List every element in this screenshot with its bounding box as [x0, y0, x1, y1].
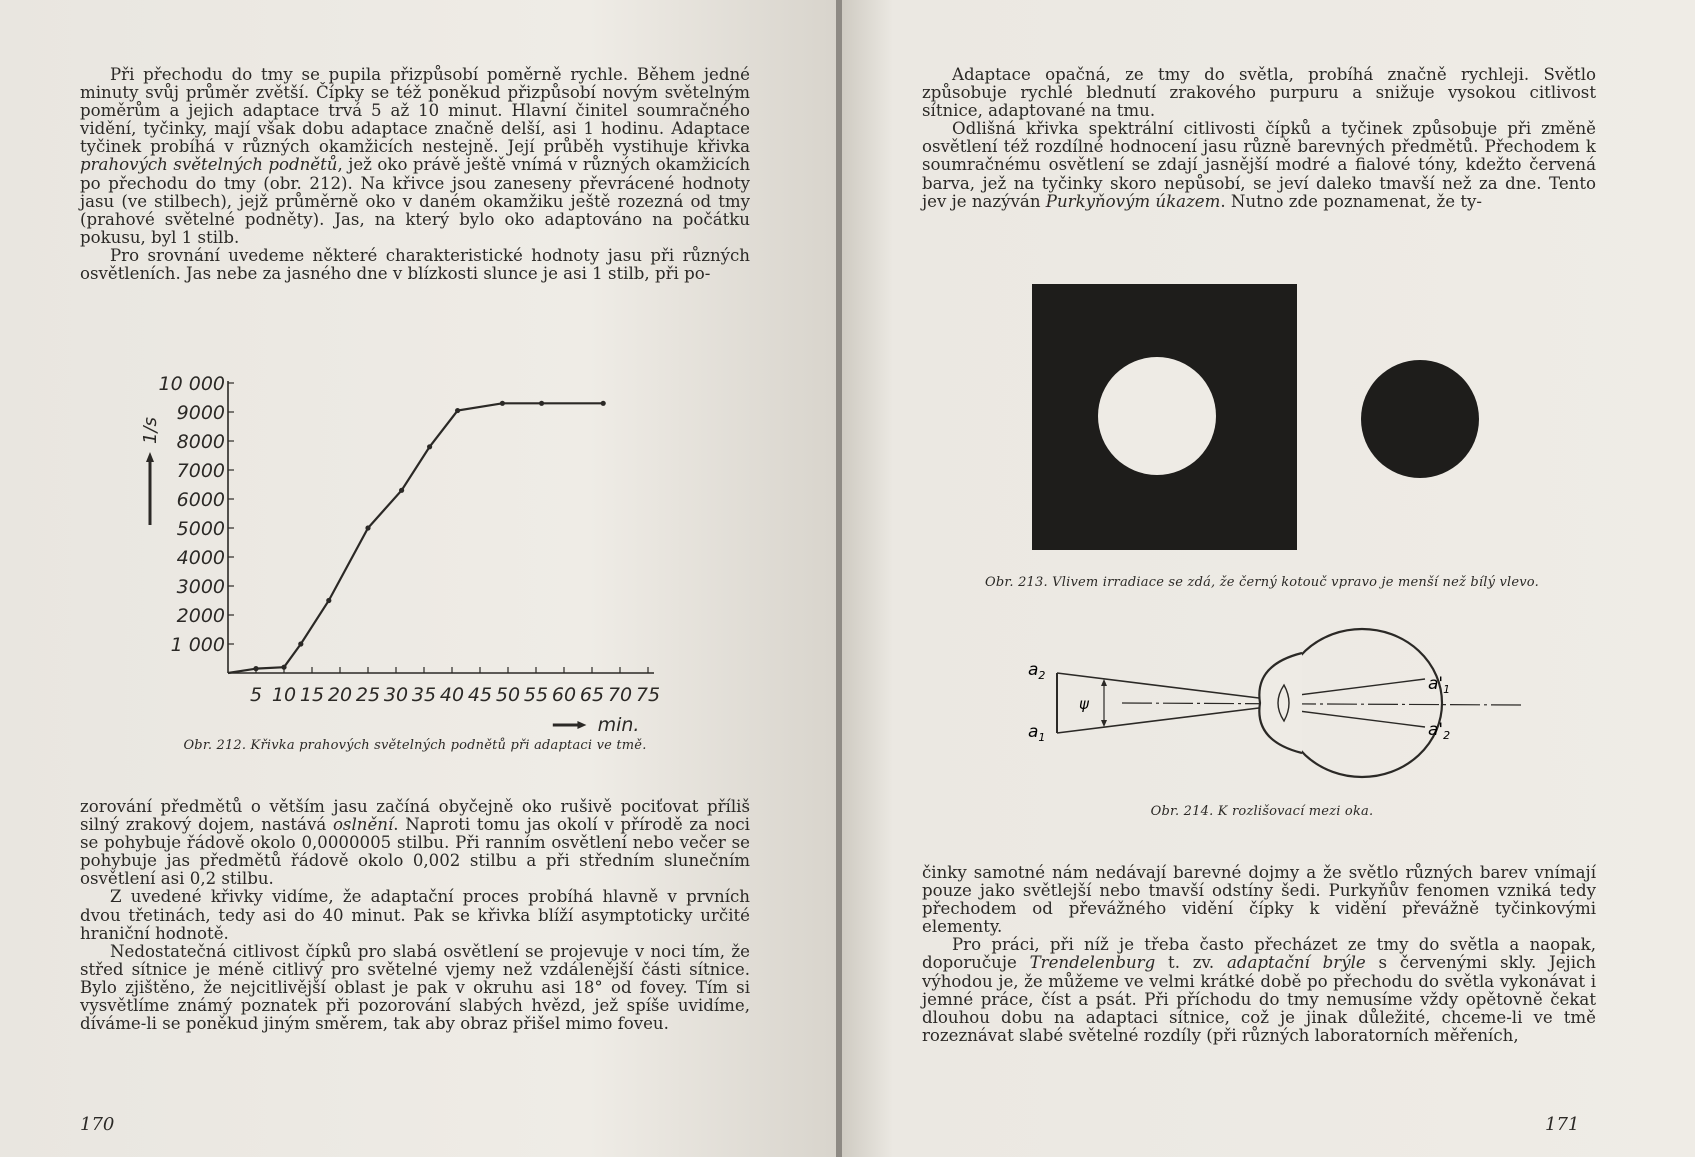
eyeball	[1282, 629, 1442, 777]
x-arrow-head	[577, 721, 586, 729]
label-a1-prime: $a'_1$	[1428, 674, 1451, 696]
right-top-text	[922, 66, 1596, 211]
data-point	[500, 401, 505, 406]
x-tick-label: 30	[383, 684, 409, 706]
y-arrow-head	[146, 452, 154, 462]
x-tick-label: 50	[495, 684, 521, 706]
x-tick-label: 15	[299, 684, 325, 706]
term-purkinje-effect: Purkyňovým úkazem	[1045, 191, 1221, 211]
data-point	[326, 598, 331, 603]
x-tick-label: 20	[327, 684, 353, 706]
x-tick-label: 40	[439, 684, 465, 706]
x-tick-label: 55	[523, 684, 549, 706]
paragraph-rods: činky samotné nám nedávají barevné dojmy a že světlo různých barev vnímají pouze jako světlejší nebo tmavší odstíny šedi. Purkyňův fenomen vzniká tedy přechodem od převážného vidění čípky k vidění převážně tyčinkovými elementy.	[922, 863, 1596, 937]
data-point	[365, 525, 370, 530]
page-number-left: 170	[80, 1114, 115, 1135]
left-top-text	[80, 66, 750, 283]
label-psi: ψ	[1079, 695, 1089, 713]
y-tick-label: 4000	[176, 547, 225, 569]
y-tick-label: 2000	[176, 605, 225, 627]
left-bottom-text	[80, 798, 750, 1033]
cornea	[1259, 653, 1302, 753]
y-tick-label: 6000	[176, 489, 225, 511]
label-a2-prime: $a'_2$	[1428, 720, 1451, 742]
figure-213-caption: Obr. 213. Vlivem irradiace se zdá, že černý kotouč vpravo je menší než bílý vlevo.	[985, 575, 1539, 590]
paragraph-light-adaptation: Adaptace opačná, ze tmy do světla, probíhá značně rychleji. Světlo způsobuje rychlé blednutí zrakového purpuru a snižuje vysokou citlivost sítnice, adaptované na tmu.	[922, 65, 1596, 121]
data-point	[399, 488, 404, 493]
figure-213-irradiation	[1032, 280, 1552, 555]
y-tick-label: 9000	[176, 402, 225, 424]
label-a1: $a_1$	[1028, 722, 1046, 744]
paragraph-adaptation-glasses: Pro práci, při níž je třeba často přecházet ze tmy do světla a naopak, doporučuje Trendelenburg t. zv. adaptační brýle s červenými skly. Jejich výhodou je, že můžeme ve velmi krátké době po přechodu do světla vykonávat i jemné práce, číst a psát. Při příchodu do tmy nemusíme vždy opětovně čekat dlouhou dobu na adaptaci sítnice, což je jinak důležité, chceme-li ve tmě rozeznávat slabé světelné rozdíly (při různých laboratorních měřeních,	[922, 935, 1596, 1045]
optical-axis	[1122, 703, 1522, 705]
page-number-right: 171	[1545, 1114, 1580, 1135]
adaptation-chart	[140, 360, 710, 740]
paragraph-curve: Z uvedené křivky vidíme, že adaptační proces probíhá hlavně v prvních dvou třetinách, tedy asi do 40 minut. Pak se křivka blíží asymptoticky určité hraniční hodnotě.	[80, 887, 750, 943]
y-tick-label: 3000	[176, 576, 225, 598]
data-point	[281, 665, 286, 670]
white-disc	[1098, 357, 1216, 475]
black-disc	[1361, 360, 1479, 478]
y-tick-label: 7000	[176, 460, 225, 482]
x-tick-label: 65	[579, 684, 605, 706]
term-glare: oslnění	[332, 815, 394, 835]
threshold-curve	[228, 403, 603, 673]
y-tick-label: 1 000	[170, 634, 225, 656]
x-tick-label: 35	[411, 684, 437, 706]
y-tick-label: 8000	[176, 431, 225, 453]
figure-212-caption: Obr. 212. Křivka prahových světelných podnětů při adaptaci ve tmě.	[183, 738, 647, 753]
figure-214-eye-diagram	[1022, 625, 1542, 795]
paragraph-comparison: Pro srovnání uvedeme některé charakteristické hodnoty jasu při různých osvětleních. Jas nebe za jasného dne v blízkosti slunce je asi 1 stilb, při po-	[80, 245, 750, 284]
paragraph-adaptation-dark: Při přechodu do tmy se pupila přizpůsobí poměrně rychle. Během jedné minuty svůj průměr zvětší. Čípky se též poněkud přizpůsobí novým světelným poměrům a jejich adaptace trvá 5 až 10 minut. Hlavní činitel soumračného vidění, tyčinky, mají však dobu adaptace značně delší, asi 1 hodinu. Adaptace tyčinek probíhá v různých okamžicích nestejně. Její průběh vystihuje křivka prahových světelných podnětů, jež oko právě ještě vnímá v různých okamžicích po přechodu do tmy (obr. 212). Na křivce jsou zaneseny převrácené hodnoty jasu (ve stilbech), jejž průměrně oko v daném okamžiku ještě rozezná od tmy (prahové světelné podněty). Jas, na který bylo oko adaptováno na počátku pokusu, byl 1 stilb.	[80, 65, 750, 247]
x-tick-label: 70	[607, 684, 633, 706]
y-tick-label: 10 000	[158, 373, 225, 395]
figure-214-caption: Obr. 214. K rozlišovací mezi oka.	[1150, 804, 1374, 819]
data-point	[298, 641, 303, 646]
data-point	[427, 444, 432, 449]
term-adaptation-glasses: adaptační brýle	[1226, 953, 1366, 973]
paragraph-purkinje: Odlišná křivka spektrální citlivosti čípků a tyčinek způsobuje při změně osvětlení též rozdílné hodnocení jasu různě barevných předmětů. Přechodem k soumračnému osvětlení se zdají jasnější modré a fialové tóny, kdežto červená barva, jež na tyčinky skoro nepůsobí, se jeví daleko tmavší než za dne. Tento jev je nazýván Purkyňovým úkazem. Nutno zde poznamenat, že ty-	[922, 119, 1596, 211]
label-a2: $a_2$	[1028, 660, 1046, 682]
right-page	[842, 0, 1695, 1157]
term-trendelenburg: Trendelenburg	[1029, 953, 1156, 973]
left-page	[0, 0, 840, 1157]
x-tick-label: 60	[551, 684, 577, 706]
right-bottom-text	[922, 864, 1596, 1045]
paragraph-night-vision: Nedostatečná citlivost čípků pro slabá osvětlení se projevuje v noci tím, že střed sítnice je méně citlivý pro světelné vjemy než vzdálenější části sítnice. Bylo zjištěno, že nejcitlivější oblast je pak v okruhu asi 18° od fovey. Tím si vysvětlíme známý poznatek při pozorování slabých hvězd, jež spíše uvidíme, díváme-li se poněkud jiným směrem, tak aby obraz přišel mimo foveu.	[80, 941, 750, 1034]
x-tick-label: 75	[635, 684, 661, 706]
x-axis-label: min.	[597, 714, 640, 736]
paragraph-glare: zorování předmětů o větším jasu začíná obyčejně oko rušivě pociťovat příliš silný zrakový dojem, nastává oslnění. Naproti tomu jas okolí v přírodě za noci se pohybuje řádově okolo 0,0000005 stilbu. Při ranním osvětlení nebo večer se pohybuje jas předmětů řádově okolo 0,002 stilbu a při středním slunečním osvětlení asi 0,2 stilbu.	[80, 797, 750, 889]
x-tick-label: 45	[467, 684, 493, 706]
data-point	[539, 401, 544, 406]
y-tick-label: 5000	[176, 518, 225, 540]
data-point	[253, 666, 258, 671]
x-tick-label: 25	[355, 684, 381, 706]
data-point	[455, 408, 460, 413]
y-axis-label: 1/s	[140, 417, 161, 444]
data-point	[601, 401, 606, 406]
x-tick-label: 10	[271, 684, 297, 706]
term-threshold-stimuli: prahových světelných podnětů	[80, 155, 338, 175]
x-tick-label: 5	[249, 684, 263, 706]
